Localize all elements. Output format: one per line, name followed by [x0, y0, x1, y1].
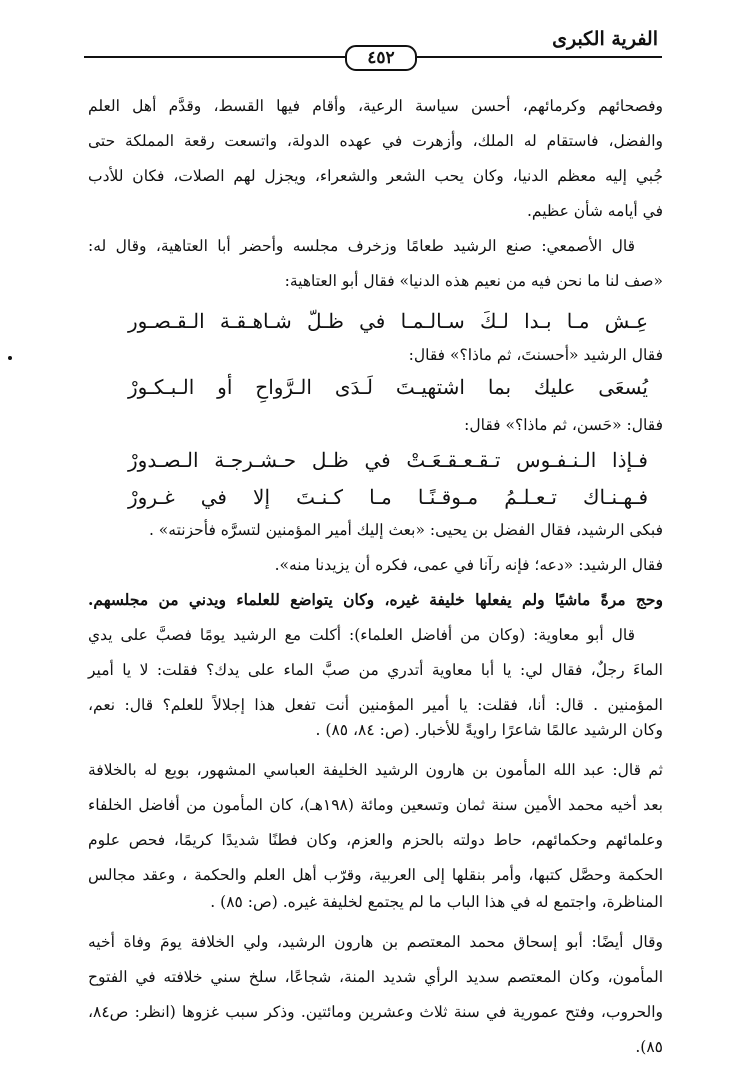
text-line: وكان الرشيد عالمًا شاعرًا راويةً للأخبار. (ص: ٨٤، ٨٥) .: [315, 721, 663, 739]
text-line: ٨٥).: [635, 1038, 663, 1056]
text-line: فقال: «حَسن، ثم ماذا؟» فقال:: [464, 416, 663, 434]
text-line: بعد أخيه محمد الأمين سنة ثمان وتسعين ومائة (١٩٨هـ)، كان المأمون من أفاضل الخلفاء: [88, 796, 663, 814]
text-line: المناظرة، واجتمع له في هذا الباب ما لم يجتمع لخليفة غيره. (ص: ٨٥) .: [210, 893, 663, 911]
poem-verse: يُسعَى عليك بما اشتهيـتَ لَـدَى الـرَّواحِ أو الـبـكـورْ: [128, 375, 648, 399]
text-line: الحكمة وحصَّل كتبها، وأمر بنقلها إلى العربية، وقرّب أهل العلم والحكمة ، وعقد مجالس: [88, 866, 663, 884]
text-line: جُبي إليه معظم الدنيا، وكان يحب الشعر والشعراء، ويجزل لهم الصلات، فكان للأدب: [88, 167, 663, 185]
poem-verse: فـإذا الـنـفـوس تـقـعـقـعَـتْ في ظـل حـشـرجـة الـصـدورْ: [128, 448, 648, 472]
page-number: ٤٥٢: [345, 45, 417, 71]
text-line: في أيامه شأن عظيم.: [526, 202, 663, 220]
text-line: وقال أيضًا: أبو إسحاق محمد المعتصم بن هارون الرشيد، ولي الخلافة يومَ وفاة أخيه: [88, 933, 663, 951]
poem-verse: فـهـنـاك تـعـلـمُ مـوقـنًـا مـا كـنـتَ إلا في غـرورْ: [128, 485, 648, 509]
text-line: وعلمائهم وحكمائهم، حاط دولته بالحزم والعزم، وكان فطنًا شديدًا كريمًا، فحص علوم: [88, 831, 663, 849]
text-line: والحروب، وفتح عمورية في سنة ثلاث وعشرين ومائتين. وذكر سبب غزوها (انظر: ص٨٤،: [88, 1003, 663, 1021]
text-line: والفضل، فاستقام له الملك، وأزهرت في عهده الدولة، واتسعت رقعة المملكة حتى: [88, 132, 663, 150]
text-line: قال الأصمعي: صنع الرشيد طعامًا وزخرف مجلسه وأحضر أبا العتاهية، وقال له:: [88, 237, 635, 255]
text-line: فبكى الرشيد، فقال الفضل بن يحيى: «بعث إليك أمير المؤمنين لتسرَّه فأحزنته» .: [148, 521, 663, 539]
margin-dot: [8, 356, 12, 360]
text-line: ثم قال: عبد الله المأمون بن هارون الرشيد الخليفة العباسي المشهور، بويع له بالخلافة: [88, 761, 663, 779]
text-line: قال أبو معاوية: (وكان من أفاضل العلماء): أكلت مع الرشيد يومًا فصبَّ على يدي: [88, 626, 635, 644]
text-line: فقال الرشيد «أحسنتَ، ثم ماذا؟» فقال:: [408, 346, 663, 364]
text-line: وحج مرةً ماشيًا ولم يفعلها خليفة غيره، وكان يتواضع للعلماء ويدني من مجلسهم.: [88, 590, 663, 609]
text-line: الماءَ رجلٌ، فقال لي: يا أبا معاوية أتدري من صبَّ الماء على يدك؟ فقلت: لا يا أمير: [88, 661, 663, 679]
text-line: فقال الرشيد: «دعه؛ فإنه رآنا في عمى، فكره أن يزيدنا منه».: [274, 556, 663, 574]
text-line: المأمون، وكان المعتصم سديد الرأي شديد المنة، شجاعًا، سلخ سني خلافته في الفتوح: [88, 968, 663, 986]
poem-verse: عِـش مـا بـدا لـكَ سـالـمـا في ظـلّ شـاهـقـة الـقـصـور: [128, 309, 648, 333]
text-line: وفصحائهم وكرمائهم، أحسن سياسة الرعية، وأقام فيها القسط، وقدَّم أهل العلم: [88, 97, 663, 115]
text-line: «صف لنا ما نحن فيه من نعيم هذه الدنيا» فقال أبو العتاهية:: [284, 272, 663, 290]
running-title: الفرية الكبرى: [552, 28, 658, 50]
text-line: المؤمنين . قال: أنا، فقلت: يا أمير المؤمنين أنت تفعل هذا إجلالاً للعلم؟ قال: نعم،: [88, 696, 663, 714]
